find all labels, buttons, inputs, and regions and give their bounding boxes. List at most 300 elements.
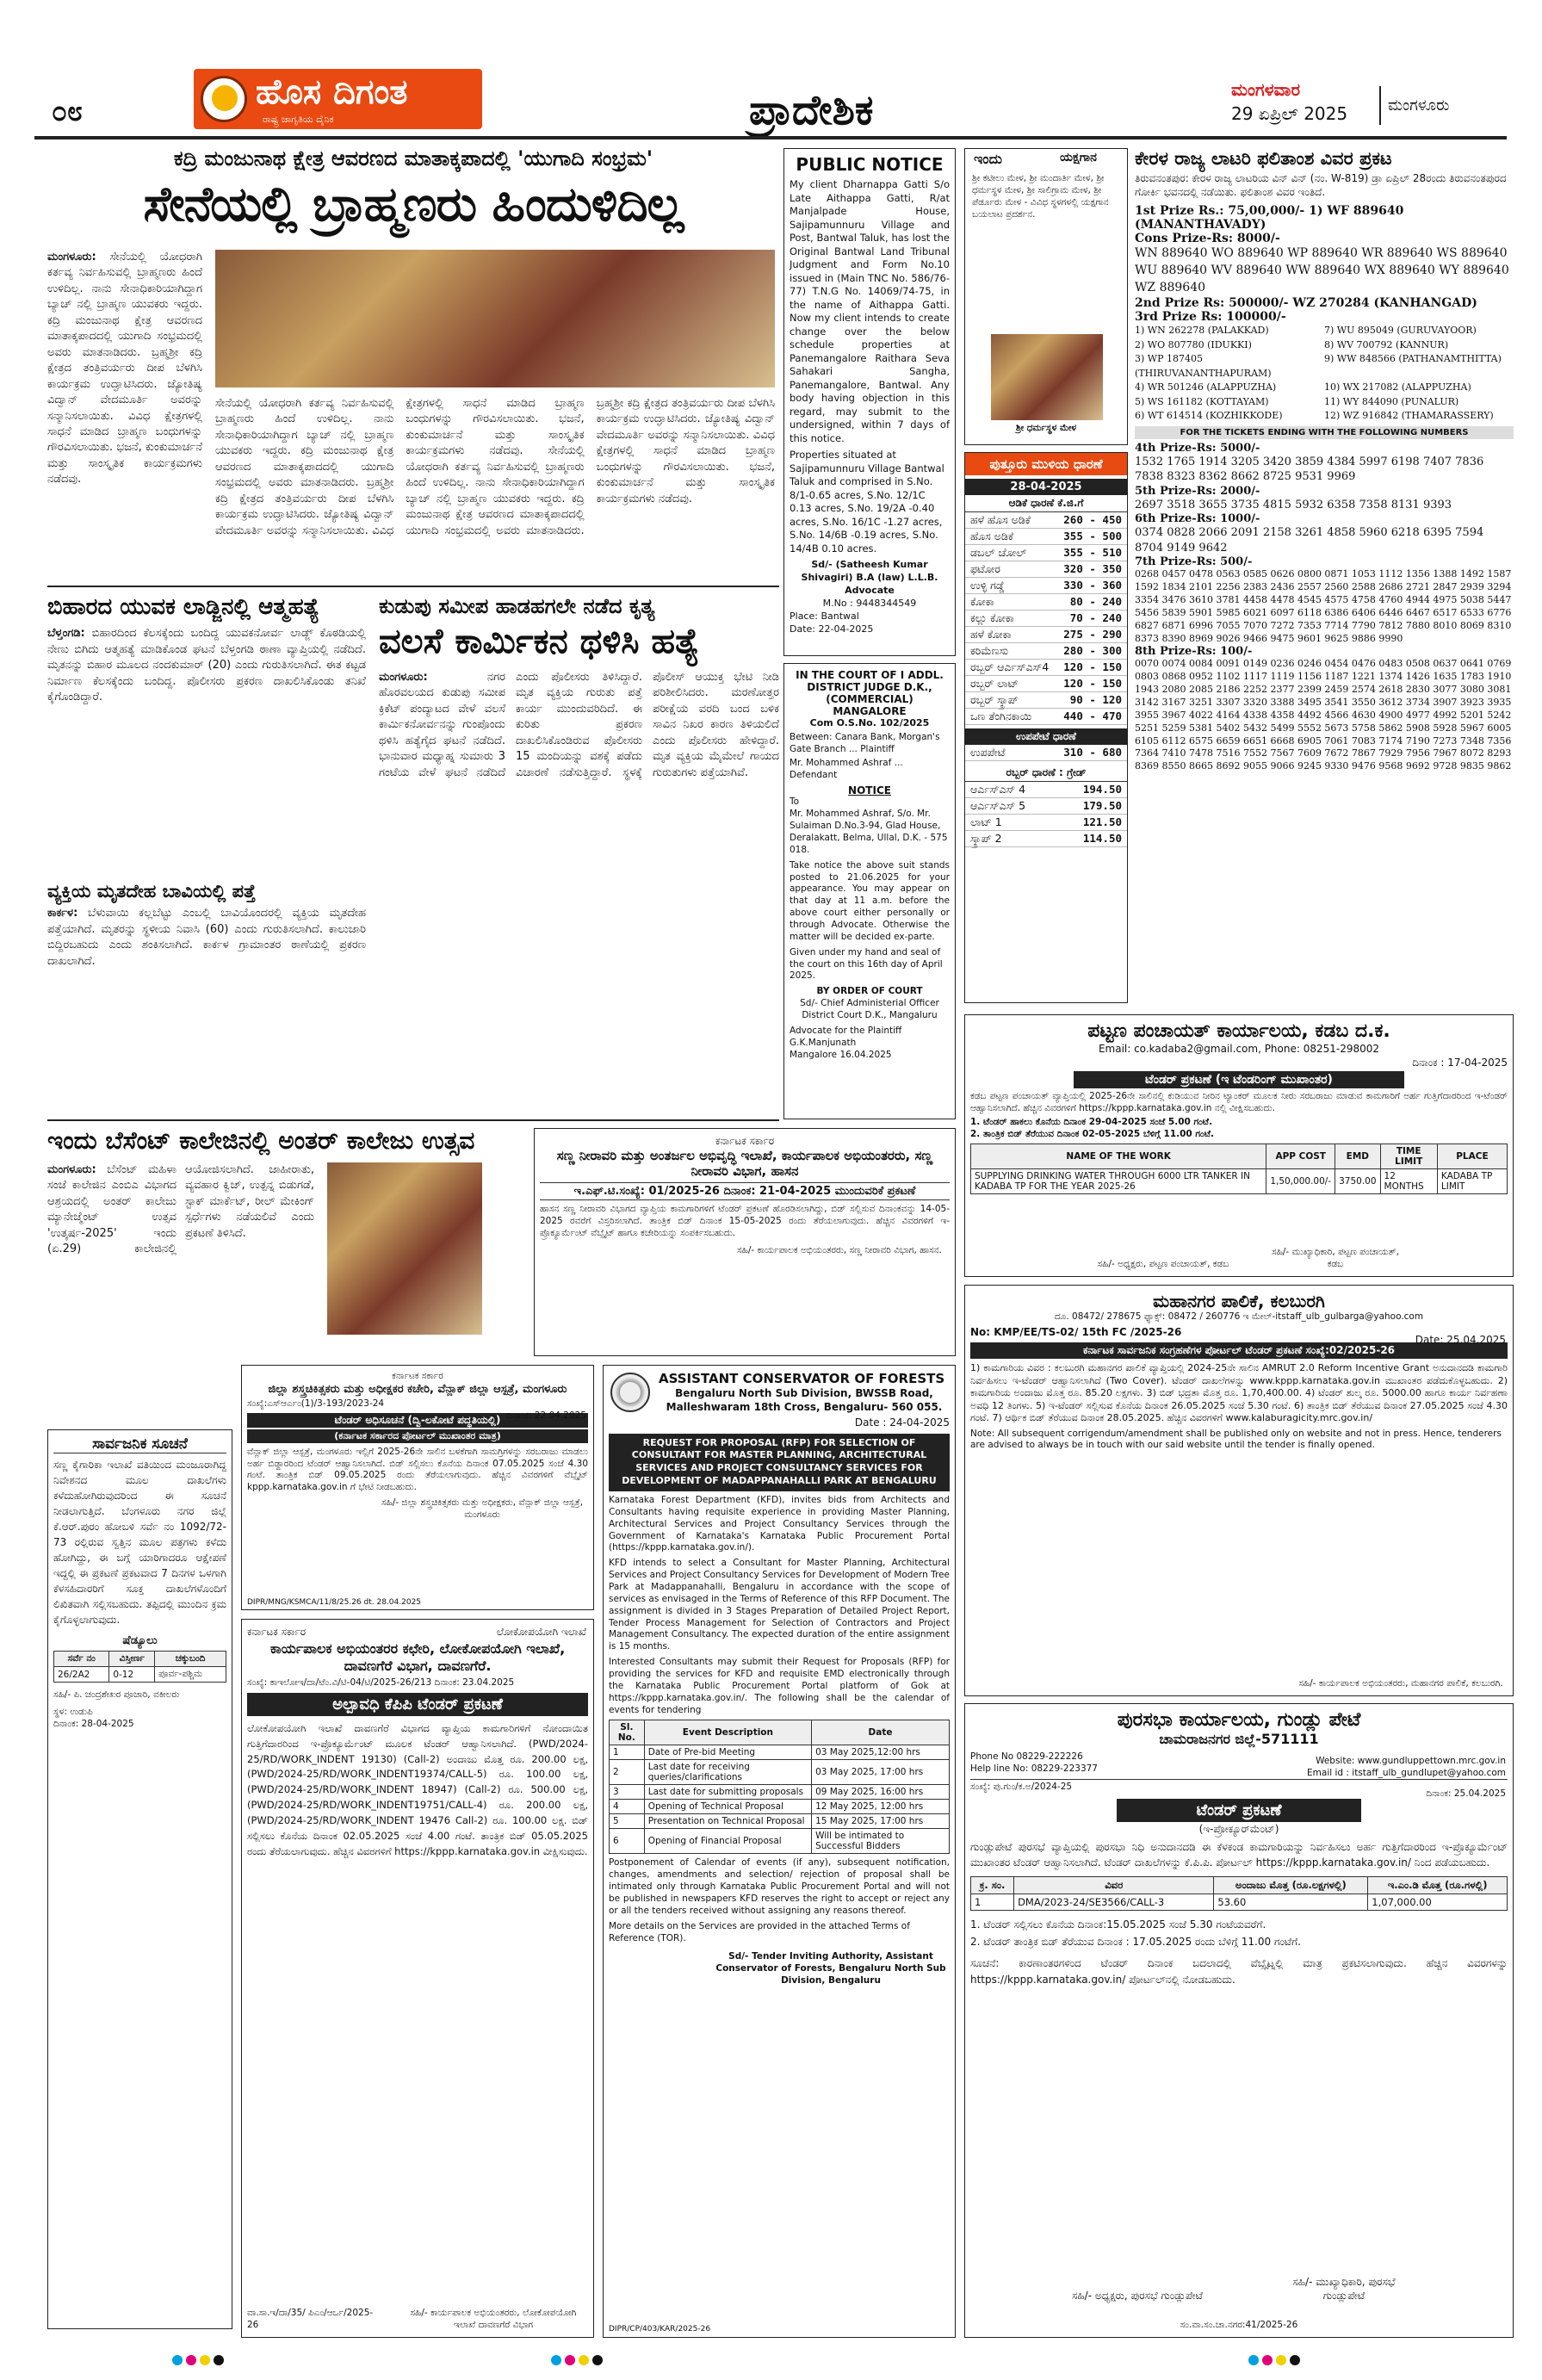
table-cell: ಪೂರ್ವ-ಪಶ್ಚಿಮ (155, 1667, 226, 1683)
davanagere-gov2: ಲೋಕೋಪಯೋಗಿ ಇಲಾಖೆ (496, 1626, 586, 1638)
table-cell: 12 MONTHS (1380, 1168, 1437, 1193)
gundlupet-email: Email id : itstaff_ulb_gundlupet@yahoo.com (1307, 1768, 1506, 1778)
market-item-name: ಹಳೆ ಕೋಕಾ (970, 628, 1012, 641)
table-cell: 15 May 2025, 17:00 hrs (812, 1814, 950, 1829)
wenlock-sub2: (ಕರ್ನಾಟಕ ಸರ್ಕಾರದ ಪೋರ್ಟಲ್ ಮುಖಾಂತರ ಮಾತ್ರ) (247, 1429, 588, 1443)
market-item-price: 320 - 350 (1063, 562, 1122, 575)
kudupu-body: ನಗರ ಹೊರವಲಯದ ಕುಡುಪು ಸಮೀಪ ಕ್ರಿಕೆಟ್ ಪಂದ್ಯಾಟದ ವೇಳೆ ವಲಸೆ ಕಾರ್ಮಿಕನೋರ್ವನನ್ನು ಗುಂಪೊಂದು ಥಳಿಸಿ ಹತ್ಯೆಗೈದ ಘಟನೆ ನಡೆದಿದೆ. ಭಾನುವಾರ ಮಧ್ಯಾಹ್ನ ಸುಮಾರು 3 ಗಂಟೆಯ ವೇಳೆ ಘಟನೆ ನಡೆದಿದೆ ಎಂದು ಪೊಲೀಸರು ತಿಳಿಸಿದ್ದಾರೆ. ಮೃತ ವ್ಯಕ್ತಿಯ ಗುರುತು ಪತ್ತೆ ಕಾರ್ಯ ಮುಂದುವರಿದಿದೆ. ಈ ಕುರಿತು ಪ್ರಕರಣ ದಾಖಲಿಸಿಕೊಂಡಿರುವ ಪೊಲೀಸರು 15 ಮಂದಿಯನ್ನು ವಶಕ್ಕೆ ಪಡೆದು ವಿಚಾರಣೆ ನಡೆಸುತ್ತಿದ್ದಾರೆ. ಸ್ಥಳಕ್ಕೆ ಪೊಲೀಸ್ ಆಯುಕ್ತ ಭೇಟಿ ನೀಡಿ ಪರಿಶೀಲಿಸಿದರು. ಮರಣೋತ್ತರ ಪರೀಕ್ಷೆಯ ವರದಿ ಬಂದ ಬಳಿಕ ಸಾವಿನ ನಿಖರ ಕಾರಣ ತಿಳಿಯಲಿದೆ ಎಂದು ಪೊಲೀಸರು ಹೇಳಿದ್ದಾರೆ. ಮೃತ ವ್ಯಕ್ತಿಯ ಮೈಮೇಲೆ ಗಾಯದ ಗುರುತುಗಳು ಪತ್ತೆಯಾಗಿವೆ. (379, 671, 779, 779)
kadaba-d2: 2. ತಾಂತ್ರಿಕ ಬಿಡ್ ತೆರೆಯುವ ದಿನಾಂಕ 02-05-2025 ಬೆಳಿಗ್ಗೆ 11.00 ಗಂಟೆ. (970, 1128, 1214, 1139)
kalaburagi-notice (964, 1285, 1514, 1696)
kalaburagi-note: Note: All subsequent corrigendum/amendment shall be published only on website and not in press. Hence, tenderers are advised to always be in touch with our said website until the tender is finally opened. (970, 1428, 1502, 1451)
gundlupet-sign-2: ಸಹಿ/- ಮುಖ್ಯಾಧಿಕಾರಿ, ಪುರಸಭೆ ಗುಂಡ್ಲುಪೇಟೆ (1292, 2275, 1396, 2302)
forest-p5: More details on the Services are provided in the attached Terms of Reference (TOR). (609, 1920, 910, 1943)
besant-headline: ಇಂದು ಬೆಸೆಂಟ್ ಕಾಲೇಜಿನಲ್ಲಿ ಅಂತರ್ ಕಾಲೇಜು ಉತ್ಸವ (47, 1126, 475, 1155)
court-order: BY ORDER OF COURT (816, 986, 923, 997)
kadaba-sign-1: ಸಹಿ/- ಅಧ್ಯಕ್ಷರು, ಪಟ್ಟಣ ಪಂಚಾಯತ್, ಕಡಬ (1097, 1259, 1229, 1270)
market-row (965, 676, 1127, 692)
lottery-sixth-list: 0374 0828 2066 2091 2158 3261 4858 5960 6218 6395 7594 8704 9149 9642 (1135, 526, 1484, 555)
market-row (965, 798, 1127, 815)
lottery (1135, 148, 1514, 1009)
lottery-note: FOR THE TICKETS ENDING WITH THE FOLLOWING NUMBERS (1135, 426, 1514, 439)
public-info-title: ಸಾರ್ವಜನಿಕ ಸೂಚನೆ (53, 1435, 226, 1453)
lottery-third-item: 11) WY 844090 (PUNALUR) (1324, 395, 1459, 407)
court-title: IN THE COURT OF I ADDL. DISTRICT JUDGE D.K., (COMMERCIAL) MANGALORE (796, 669, 944, 717)
lead-kicker: ಕದ್ರಿ ಮಂಜುನಾಥ ಕ್ಷೇತ್ರ ಆವರಣದ ಮಾತಾಕ್ಕಪಾದಲ್ಲಿ 'ಯುಗಾದಿ ಸಂಭ್ರಮ' (173, 146, 653, 170)
market-item-name: ಕಲ್ಲು ಕೋಕಾ (970, 611, 1014, 624)
lead-body: ಸೇನೆಯಲ್ಲಿ ಯೋಧರಾಗಿ ಕರ್ತವ್ಯ ನಿರ್ವಹಿಸುವಲ್ಲಿ ಬ್ರಾಹ್ಮಣರು ಹಿಂದೆ ಉಳಿದಿಲ್ಲ. ನಾನು ಸೇನಾಧಿಕಾರಿಯಾಗಿದ್ದಾಗ ಬ್ಯಾಚ್ ನಲ್ಲಿ ಬ್ರಾಹ್ಮಣ ಯುವಕರು ಇದ್ದರು. ಕದ್ರಿ ಮಂಜುನಾಥ ಕ್ಷೇತ್ರ ಆವರಣದ ಮಾತಾಕ್ಕಪಾದದಲ್ಲಿ ಯುಗಾದಿ ಸಂಭ್ರಮದಲ್ಲಿ ಅವರು ಮಾತನಾಡಿದರು. ಬ್ರಹ್ಮಶ್ರೀ ಕದ್ರಿ ಕ್ಷೇತ್ರದ ತಂತ್ರಿವರ್ಯರು ದೀಪ ಬೆಳಗಿಸಿ ಕಾರ್ಯಕ್ರಮ ಉದ್ಘಾಟಿಸಿದರು. ಜ್ಯೋತಿಷ್ಯ ವಿದ್ವಾನ್ ವೇದಮೂರ್ತಿ ಅವರನ್ನು ಸನ್ಮಾನಿಸಲಾಯಿತು. ವಿವಿಧ ಕ್ಷೇತ್ರಗಳಲ್ಲಿ ಸಾಧನೆ ಮಾಡಿದ ಬ್ರಾಹ್ಮಣ ಬಂಧುಗಳನ್ನು ಗೌರವಿಸಲಾಯಿತು. ಭಜನೆ, ಕುಂಕುಮಾರ್ಚನೆ ಮತ್ತು ಸಾಂಸ್ಕೃತಿಕ ಕಾರ್ಯಕ್ರಮಗಳು ನಡೆದವು. (47, 251, 202, 487)
section-title: ಪ್ರಾದೇಶಿಕ (749, 86, 874, 134)
market-item-price: 355 - 510 (1063, 546, 1122, 559)
reg-dot (172, 2355, 183, 2365)
market-item-price: 260 - 450 (1063, 513, 1122, 526)
wenlock-sub: ಟೆಂಡರ್ ಅಧಿಸೂಚನೆ (ದ್ವಿ-ಲಕೋಟೆ ಪದ್ಧತಿಯಲ್ಲಿ) (247, 1413, 588, 1428)
table-row (610, 1745, 950, 1760)
forest-sign: Sd/- Tender Inviting Authority, Assistant Conservator of Forests, Bengaluru North Sub Division, Bengaluru (715, 1951, 946, 1986)
davanagere-sign: ಸಹಿ/- ಕಾರ್ಯಪಾಲಕ ಅಭಿಯಂತರರು, ಲೋಕೋಪಯೋಗಿ ಇಲಾಖೆ ದಾವಣಗೆರೆ ವಿಭಾಗ (410, 2308, 577, 2331)
lottery-fifth: 5th Prize-Rs: 2000/- (1135, 484, 1260, 498)
public-notice-mobile: M.No : 9448344549 (822, 597, 917, 609)
table-header-cell: ಚಕ್ಕುಬಂದಿ (155, 1652, 226, 1667)
table-row (610, 1800, 950, 1814)
mid-rule (47, 1119, 779, 1121)
gundlupet-d1: 1. ಟೆಂಡರ್ ಸಲ್ಲಿಸಲು ಕೊನೆಯ ದಿನಾಂಕ:15.05.2025 ಸಂಜೆ 5.30 ಗಂಟೆಯವರೆಗೆ. (970, 1918, 1266, 1931)
forest-p3: Interested Consultants may submit their Request for Proposals (RFP) for providing the services for KFD and requisite EMD electronically through the Karnataka Public Procurement Portal platform of Gok at https://kppp.karnataka.gov.in/. The following shall be the calendar of events for tendering (609, 1657, 950, 1715)
forest-p4: Postponement of Calendar of events (if any), subsequent notification, changes, amendments and selection/ rejection of proposal shall be intimated only through Karnataka Public Procurement Portal and will not be published in newspapers KFD reserves the right to accept or reject any or all the tenders received without assigning any reasons thereof. (609, 1857, 950, 1916)
table-cell: 1,07,000.00 (1368, 1893, 1508, 1910)
lead-photo (215, 250, 775, 387)
hassan-title: ಸಣ್ಣ ನೀರಾವರಿ ಮತ್ತು ಅಂತರ್ಜಲ ಅಭಿವೃದ್ಧಿ ಇಲಾಖೆ, ಕಾರ್ಯಪಾಲಕ ಅಭಿಯಂತರರು, ಸಣ್ಣ ನೀರಾವರಿ ವಿಭಾಗ, ಹಾಸನ (556, 1148, 933, 1180)
market-item-price: 179.50 (1082, 799, 1122, 812)
lottery-third-item: 1) WN 262278 (PALAKKAD) (1135, 325, 1269, 337)
public-info-sub: ಷೆಡ್ಯೂಲು (122, 1634, 158, 1647)
public-info-table (53, 1651, 226, 1683)
market-item-name: ಉಪಪೇಟೆ (970, 746, 1006, 759)
lottery-title: ಕೇರಳ ರಾಜ್ಯ ಲಾಟರಿ ಫಲಿತಾಂಶ ವಿವರ ಪ್ರಕಟ (1135, 148, 1392, 169)
lottery-third-item: 12) WZ 916842 (THAMARASSERY) (1324, 410, 1494, 422)
table-cell: 1 (971, 1893, 1014, 1910)
table-cell: 09 May 2025, 16:00 hrs (812, 1785, 950, 1800)
masthead-date: 29 ಏಪ್ರಿಲ್ 2025 (1231, 103, 1348, 124)
forest-addr: Bengaluru North Sub Division, BWSSB Road, Malleshwaram 18th Cross, Bengaluru- 560 055. (666, 1387, 943, 1414)
reg-dot (200, 2355, 210, 2365)
table-cell: Date of Pre-bid Meeting (644, 1745, 811, 1760)
gundlupet-district: ಚಾಮರಾಜನಗರ ಜಿಲ್ಲೆ-571111 (1159, 1731, 1319, 1747)
well-headline: ವ್ಯಕ್ತಿಯ ಮೃತದೇಹ ಬಾವಿಯಲ್ಲಿ ಪತ್ತೆ (47, 881, 256, 902)
table-cell: 03 May 2025, 17:00 hrs (812, 1760, 950, 1785)
forest-p2: KFD intends to select a Consultant for Master Planning, Architectural Services and Project Consultancy Services for Development of Modern Tree Park at Madappanahalli, Bengaluru in accordance with the scope of services as envisaged in the Terms of Reference of this RFP Document. The assignment is divided in 3 Stages Preparation of Detailed Project Report, Tender Process Management for Selection of Contractors and Project Management Consultancy. The expected duration of the entire assignment is 15 months. (609, 1558, 950, 1652)
public-notice-schedule: Properties situated at Sajipamunnuru Village Bantwal Taluk and comprised in S.No. 8/1-0.65 acres, S.No. 12/1C 0.13 acres, S.No. 19/2A -0.40 acres, S.No. 16/1C -1.27 acres, S.No. 14/6B -0.19 acres, S.No. 14/4B 0.10 acres. (790, 449, 944, 555)
lottery-fourth-list: 1532 1765 1914 3205 3420 3859 4384 5997 6198 7407 7836 7838 8323 8362 8662 8725 9531 9969 (1135, 455, 1484, 484)
market-item-name: ಫಟೋರ (970, 562, 1000, 575)
table-cell: SUPPLYING DRINKING WATER THROUGH 6000 LTR TANKER IN KADABA TP FOR THE YEAR 2025-26 (971, 1168, 1266, 1193)
court-notice (783, 663, 956, 1119)
gundlupet-footer: ಸಂ.ವಾ.ಸಂ.ಚಾ.ನಗರ:41/2025-26 (1180, 2320, 1298, 2331)
reg-dot (214, 2355, 224, 2365)
besant-body: ಬೆಸೆಂಟ್ ಮಹಿಳಾ ಸಂಜೆ ಕಾಲೇಜಿನ ಎಂಬಿಎ ವಿಭಾಗದ ಆಶ್ರಯದಲ್ಲಿ ಅಂತರ್ ಕಾಲೇಜು ಮ್ಯಾನೇಜ್ಮೆಂಟ್ ಉತ್ಸವ 'ಉತ್ಕರ್ಷ-2025' ಇಂದು (ಏ.29) ಕಾಲೇಜಿನಲ್ಲಿ ಆಯೋಜಿಸಲಾಗಿದೆ. ಜಾಹೀರಾತು, ವ್ಯವಹಾರ ಕ್ವಿಜ್, ಉತ್ಪನ್ನ ಬಿಡುಗಡೆ, ಸ್ಟಾಕ್ ಮಾರ್ಕೆಟ್, ರೀಲ್ ಮೇಕಿಂಗ್ ಸ್ಪರ್ಧೆಗಳು ನಡೆಯಲಿವೆ ಎಂದು ಪ್ರಕಟಣೆ ತಿಳಿಸಿದೆ. (47, 1163, 314, 1256)
masthead-rule (34, 136, 1507, 139)
gundlupet-sign-1: ಸಹಿ/- ಅಧ್ಯಕ್ಷರು, ಪುರಸಭೆ ಗುಂಡ್ಲುಪೇಟೆ (1072, 2289, 1203, 2302)
kudupu-text (379, 670, 779, 1075)
kadaba-body: ಕಡಬ ಪಟ್ಟಣ ಪಂಚಾಯತ್ ವ್ಯಾಪ್ತಿಯಲ್ಲಿ 2025-26ನೇ ಸಾಲಿನಲ್ಲಿ ಕುಡಿಯುವ ನೀರಿನ ಟ್ಯಾಂಕರ್ ಮೂಲಕ ನೀರು ಸರಬರಾಜು ಮಾಡುವ ಕಾಮಗಾರಿಗೆ ಅರ್ಹ ಗುತ್ತಿಗೆದಾರರಿಂದ ಇ-ಟೆಂಡರ್ ಆಹ್ವಾನಿಸಲಾಗಿದೆ. ಹೆಚ್ಚಿನ ವಿವರಗಳಿಗೆ https://kppp.karnataka.gov.in ನಲ್ಲಿ ವೀಕ್ಷಿಸಬಹುದು. (970, 1091, 1508, 1114)
reg-dot (551, 2355, 561, 2365)
kadaba-table (970, 1144, 1508, 1194)
public-notice-date: Date: 22-04-2025 (790, 623, 874, 635)
davanagere-title: ಕಾರ್ಯಪಾಲಕ ಅಭಿಯಂತರರ ಕಛೇರಿ, ಲೋಕೋಪಯೋಗಿ ಇಲಾಖೆ, ದಾವಣಗೆರೆ ವಿಭಾಗ, ದಾವಣಗೆರೆ. (269, 1640, 566, 1675)
table-row (610, 1829, 950, 1854)
bihar-body: ಬಿಹಾರದಿಂದ ಕೆಲಸಕ್ಕೆಂದು ಬಂದಿದ್ದ ಯುವಕನೋರ್ವ ಲಾಡ್ಜ್ ಕೊಠಡಿಯಲ್ಲಿ ನೇಣು ಬಿಗಿದು ಆತ್ಮಹತ್ಯೆ ಮಾಡಿಕೊಂಡ ಘಟನೆ ಬೆಳ್ತಂಗಡಿ ಠಾಣಾ ವ್ಯಾಪ್ತಿಯಲ್ಲಿ ನಡೆದಿದೆ. ಮೃತನನ್ನು ಬಿಹಾರ ಮೂಲದ ನಂದಕುಮಾರ್ (20) ಎಂದು ಗುರುತಿಸಲಾಗಿದೆ. ಈತ ಕಟ್ಟಡ ನಿರ್ಮಾಣ ಕೆಲಸಕ್ಕೆಂದು ಬಂದಿದ್ದ. ಪೊಲೀಸರು ಪ್ರಕರಣ ದಾಖಲಿಸಿಕೊಂಡು ತನಿಖೆ ಕೈಗೊಂಡಿದ್ದಾರೆ. (47, 627, 366, 703)
table-cell: KADABA TP LIMIT (1437, 1168, 1507, 1193)
gundlupet-no: ಸಂಖ್ಯೆ: ಪು.ಗುಂ/ಕ.ಅ/2024-25 (970, 1781, 1073, 1792)
market-item-name: ಹಳೆ ಹೊಸ ಅಡಿಕೆ (970, 513, 1031, 526)
market-item-name: ಆರ್ಎಸ್ಎಸ್ 5 (970, 799, 1026, 812)
kalaburagi-date: Date: 25.04.2025 (1415, 1334, 1506, 1346)
market-item-price: 194.50 (1082, 783, 1122, 796)
market-row (965, 627, 1127, 643)
kadaba-email: Email: co.kadaba2@gmail.com, Phone: 08251-298002 (1098, 1043, 1380, 1055)
market-item-name: ಕೋಕಾ (970, 595, 994, 608)
davanagere-body: ಲೋಕೋಪಯೋಗಿ ಇಲಾಖೆ ದಾವಣಗೆರೆ ವಿಭಾಗದ ವ್ಯಾಪ್ತಿಯ ಕಾಮಗಾರಿಗಳಿಗೆ ನೋಂದಾಯಿತ ಗುತ್ತಿಗೆದಾರರಿಂದ ಇ-ಪ್ರೊಕ್ಯೂರ್ಮೆಂಟ್ ಮೂಲಕ ಟೆಂಡರ್ ಆಹ್ವಾನಿಸಲಾಗಿದೆ. (PWD/2024-25/RD/WORK_INDENT 19130) (Call-2) ಅಂದಾಜು ಮೊತ್ತ ರೂ. 200.00 ಲಕ್ಷ, (PWD/2024-25/RD/WORK_INDENT19374/CALL-5) ರೂ. 100.00 ಲಕ್ಷ, (PWD/2024-25/RD/WORK_INDENT 18947) (Call-2) ರೂ. 500.00 ಲಕ್ಷ, (PWD/2024-25/RD/WORK_INDENT19751/CALL-4) ರೂ. 200.00 ಲಕ್ಷ, (PWD/2024-25/RD/WORK_INDENT 19476 Call-2) ರೂ. 100.00 ಲಕ್ಷ. ಬಿಡ್ ಸಲ್ಲಿಸಲು ಕೊನೆಯ ದಿನಾಂಕ 02.05.2025 ಸಂಜೆ 4.00 ಗಂಟೆ. ತಾಂತ್ರಿಕ ಬಿಡ್ 05.05.2025 ರಂದು ತೆರೆಯಲಾಗುವುದು. ಹೆಚ್ಚಿನ ವಿವರಗಳಿಗೆ https://kppp.karnataka.gov.in ವೀಕ್ಷಿಸುವುದು. (247, 1722, 588, 1857)
table-header-cell: ಇ.ಎಂ.ಡಿ ಮೊತ್ತ (ರೂ.ಗಳಲ್ಲಿ) (1368, 1876, 1508, 1893)
court-to: To (790, 796, 800, 808)
gundlupet-table (970, 1876, 1508, 1911)
market-item-price: 355 - 500 (1063, 530, 1122, 542)
market-item-price: 440 - 470 (1063, 710, 1122, 722)
court-defendant: Mr. Mohammed Ashraf ... Defendant (790, 757, 903, 780)
market-item-price: 330 - 360 (1063, 579, 1122, 592)
court-advocate: Advocate for the Plaintiff G.K.Manjunath (790, 1025, 902, 1048)
table-cell: 6 (610, 1829, 645, 1854)
lottery-eighth: 8th Prize-Rs: 100/- (1135, 645, 1253, 659)
table-row (54, 1667, 226, 1683)
indu-subtitle: ಯಕ್ಷಗಾನ (1060, 151, 1097, 164)
gundlupet-body: ಗುಂಡ್ಲುಪೇಟೆ ಪುರಸಭೆ ವ್ಯಾಪ್ತಿಯಲ್ಲಿ ಪುರಸಭಾ ನಿಧಿ ಅನುದಾನದಡಿ ಈ ಕೆಳಕಂಡ ಕಾಮಗಾರಿಯನ್ನು ನಿರ್ವಹಿಸಲು ಅರ್ಹ ಗುತ್ತಿಗೆದಾರರಿಂದ ಇ-ಪ್ರೊಕ್ಯೂರ್ಮೆಂಟ್ ಮುಖಾಂತರ ಟೆಂಡರ್ ಆಹ್ವಾನಿಸಲಾಗಿದೆ. ಟೆಂಡರ್ ದಾಖಲೆಗಳನ್ನು ಕೆ.ಪಿ.ಪಿ. ಪೋರ್ಟಲ್ https://kppp.karnataka.gov.in/ ನಿಂದ ಪಡೆಯಬಹುದು. (970, 1840, 1508, 1869)
gundlupet-notice (964, 1703, 1514, 2338)
lottery-sixth: 6th Prize-Rs: 1000/- (1135, 512, 1260, 526)
market-sub: ಆಡಿಕೆ ಧಾರಣೆ ಕೆ.ಜಿ.ಗೆ (965, 495, 1127, 512)
court-between: Between: Canara Bank, Morgan's Gate Branch ... Plaintiff (790, 732, 940, 754)
gundlupet-sub2: (ಇ-ಪ್ರೋಕ್ಯೂರ್‌ಮೆಂಟ್) (1198, 1822, 1279, 1835)
kalaburagi-body: 1) ಕಾಮಗಾರಿಯ ವಿವರ : ಕಲಬುರಗಿ ಮಹಾನಗರ ಪಾಲಿಕೆ ವ್ಯಾಪ್ತಿಯಲ್ಲಿ 2024-25ನೇ ಸಾಲಿನ AMRUT 2.0 Reform Incentive Grant ಅನುದಾನದಡಿ ಕಾಮಗಾರಿ ನಿರ್ವಹಿಸಲು ಇ-ಟೆಂಡರ್ ಆಹ್ವಾನಿಸಲಾಗಿದೆ (Two Cover). ಟೆಂಡರ್ ದಾಖಲೆಗಳನ್ನು www.kppp.karnataka.gov.in ಮುಖಾಂತರ ಪಡೆದುಕೊಳ್ಳಬಹುದು. 2) ಕಾಮಗಾರಿಯ ಅಂದಾಜು ಮೊತ್ತ ರೂ. 85.20 ಲಕ್ಷಗಳು. 3) ಬಿಡ್ ಭದ್ರತಾ ಮೊತ್ತ ರೂ. 1,70,400.00. 4) ಟೆಂಡರ್ ಶುಲ್ಕ ರೂ. 5000.00 ಹಾಗೂ ಕಾರ್ಯ ನಿರ್ವಹಣಾ ಅವಧಿ 12 ತಿಂಗಳು. 5) ಇ-ಟೆಂಡರ್ ಸಲ್ಲಿಸುವ ಕೊನೆಯ ದಿನಾಂಕ 26.05.2025 ಸಂಜೆ 5.30 ಗಂಟೆ. 6) ತಾಂತ್ರಿಕ ಬಿಡ್ ತೆರೆಯುವ ದಿನಾಂಕ 27.05.2025 ಸಂಜೆ 4.30 ಗಂಟೆ. 7) ಆರ್ಥಿಕ ಬಿಡ್ ತೆರೆಯುವ ದಿನಾಂಕ 28.05.2025. ಹೆಚ್ಚಿನ ವಿವರಗಳಿಗೆ www.kalaburagicity.mrc.gov.in/ (970, 1362, 1508, 1424)
table-cell: Opening of Technical Proposal (644, 1800, 811, 1814)
lottery-third-item: 10) WX 217082 (ALAPPUZHA) (1324, 381, 1471, 394)
table-header-cell: Event Description (644, 1720, 811, 1745)
reg-dot (1290, 2355, 1300, 2365)
table-cell: Last date for submitting proposals (644, 1785, 811, 1800)
market-item-name: ಒಣ ತೆಂಗಿನಕಾಯಿ (970, 710, 1032, 722)
masthead (0, 0, 1542, 146)
market-row (965, 610, 1127, 627)
court-address: Mr. Mohammed Ashraf, S/o. Mr. Sulaiman D.No.3-94, Glad House, Deralakatt, Belma, Ullal, D.K. - 575 018. (790, 809, 948, 855)
reg-dot (186, 2355, 196, 2365)
lottery-fourth: 4th Prize-Rs: 5000/- (1135, 441, 1260, 455)
market-date: 28-04-2025 (965, 479, 1127, 495)
market-row (965, 815, 1127, 831)
table-cell: 5 (610, 1814, 645, 1829)
market-item-price: 120 - 150 (1063, 660, 1122, 673)
market-item-name: ಡಬಲ್ ಚೋಲ್ (970, 546, 1027, 559)
table-header-cell: ಕ್ರ. ಸಂ. (971, 1876, 1014, 1893)
public-notice-place: Place: Bantwal (790, 610, 859, 622)
kalaburagi-sign: ಸಹಿ/- ಕಾರ್ಯಪಾಲಕ ಅಭಿಯಂತರರು, ಮಹಾನಗರ ಪಾಲಿಕೆ, ಕಲಬುರಗಿ. (1298, 1678, 1503, 1689)
lead-bottom-rule (47, 586, 779, 587)
gundlupet-sub: ಟೆಂಡರ್ ಪ್ರಕಟಣೆ (1117, 1799, 1361, 1822)
lottery-third-list (1135, 324, 1514, 424)
indu-title: ಇಂದು (974, 151, 1002, 167)
market-sub2: ಉಪಪೇಟೆ ಧಾರಣೆ (965, 728, 1127, 745)
forest-notice (603, 1365, 956, 2338)
public-info-sign: ಸಹಿ/- ಪಿ. ಚಂದ್ರಶೇಖರ ಪೂಜಾರಿ, ವಕೀಲರು (53, 1689, 180, 1700)
forest-title: ASSISTANT CONSERVATOR OF FORESTS (659, 1371, 945, 1386)
davanagere-footer: ವಾ.ಸಾ.ಇ/ದಾ/35/ ಪಿಎಂ/ಆರ್ಒ/2025-26 (247, 2308, 374, 2331)
lottery-third-item: 6) WT 614514 (KOZHIKKODE) (1135, 410, 1283, 422)
masthead-city: ಮಂಗಳೂರು (1388, 96, 1450, 115)
hassan-ref: ಇ.ಎಫ್.ಟಿ.ಸಂಖ್ಯೆ: 01/2025-26 ದಿನಾಂಕ: 21-04-2025 ಮುಂದುವರಿಕೆ ಪ್ರಕಟಣೆ (540, 1182, 950, 1200)
lottery-seventh-list: 0268 0457 0478 0563 0585 0626 0800 0871 1053 1112 1356 1388 1492 1587 1592 1834 2101 2256 2383 2436 2557 2560 2588 2686 2721 2847 2939 3294 3354 3476 3610 3781 4458 4478 4545 4575 4758 4760 4944 4975 5038 5447 5456 5839 5901 5985 6021 6097 6118 6386 6406 6446 6467 6517 6533 6776 6827 6871 6996 7055 7070 7272 7353 7714 7790 7812 7880 8010 8069 8310 8373 8390 8969 9026 9466 9475 9601 9625 9886 9990 (1135, 568, 1512, 644)
table-cell: 53.60 (1214, 1893, 1368, 1910)
court-date: Mangalore 16.04.2025 (790, 1049, 892, 1060)
market-item-price: 120 - 150 (1063, 677, 1122, 690)
forest-date: Date : 24-04-2025 (854, 1416, 950, 1429)
kadaba-date: ದಿನಾಂಕ : 17-04-2025 (1412, 1057, 1508, 1069)
market-item-price: 310 - 680 (1063, 746, 1122, 759)
kadaba-title: ಪಟ್ಟಣ ಪಂಚಾಯತ್ ಕಾರ್ಯಾಲಯ, ಕಡಬ ದ.ಕ. (1087, 1020, 1390, 1042)
gundlupet-note: ಸೂಚನೆ: ಕಾರಣಾಂತರಗಳಿಂದ ಟೆಂಡರ್ ದಿನಾಂಕ ಬದಲಾದಲ್ಲಿ ವೆಬ್ಸೈಟ್ನಲ್ಲಿ ಮಾತ್ರ ಪ್ರಕಟಿಸಲಾಗುವುದು. ಹೆಚ್ಚಿನ ವಿವರಗಳನ್ನು https://kppp.karnataka.gov.in/ ಪೋರ್ಟಲ್‌ನಲ್ಲಿ ನೋಡಬಹುದು. (970, 1957, 1508, 1986)
market-item-name: ಹೊಸ ಅಡಿಕೆ (970, 530, 1013, 542)
table-header-cell: APP COST (1266, 1144, 1335, 1168)
lottery-third-item: 5) WS 161182 (KOTTAYAM) (1135, 395, 1269, 407)
market-header: ಪುತ್ತೂರು ಮುಳಿಯ ಧಾರಣೆ (965, 453, 1127, 475)
lead-body-cont: ಸೇನೆಯಲ್ಲಿ ಯೋಧರಾಗಿ ಕರ್ತವ್ಯ ನಿರ್ವಹಿಸುವಲ್ಲಿ ಬ್ರಾಹ್ಮಣರು ಹಿಂದೆ ಉಳಿದಿಲ್ಲ. ನಾನು ಸೇನಾಧಿಕಾರಿಯಾಗಿದ್ದಾಗ ಬ್ಯಾಚ್ ನಲ್ಲಿ ಬ್ರಾಹ್ಮಣ ಯುವಕರು ಇದ್ದರು. ಕದ್ರಿ ಮಂಜುನಾಥ ಕ್ಷೇತ್ರ ಆವರಣದ ಮಾತಾಕ್ಕಪಾದದಲ್ಲಿ ಯುಗಾದಿ ಸಂಭ್ರಮದಲ್ಲಿ ಅವರು ಮಾತನಾಡಿದರು. ಬ್ರಹ್ಮಶ್ರೀ ಕದ್ರಿ ಕ್ಷೇತ್ರದ ತಂತ್ರಿವರ್ಯರು ದೀಪ ಬೆಳಗಿಸಿ ಕಾರ್ಯಕ್ರಮ ಉದ್ಘಾಟಿಸಿದರು. ಜ್ಯೋತಿಷ್ಯ ವಿದ್ವಾನ್ ವೇದಮೂರ್ತಿ ಅವರನ್ನು ಸನ್ಮಾನಿಸಲಾಯಿತು. ವಿವಿಧ ಕ್ಷೇತ್ರಗಳಲ್ಲಿ ಸಾಧನೆ ಮಾಡಿದ ಬ್ರಾಹ್ಮಣ ಬಂಧುಗಳನ್ನು ಗೌರವಿಸಲಾಯಿತು. ಭಜನೆ, ಕುಂಕುಮಾರ್ಚನೆ ಮತ್ತು ಸಾಂಸ್ಕೃತಿಕ ಕಾರ್ಯಕ್ರಮಗಳು ನಡೆದವು. (215, 397, 585, 537)
market-item-price: 70 - 240 (1069, 611, 1122, 624)
market-sub3: ರಬ್ಬರ್ ಧಾರಣೆ : ಗ್ರೇಡ್ (965, 765, 1127, 782)
hassan-gov: ಕರ್ನಾಟಕ ಸರ್ಕಾರ (715, 1135, 775, 1147)
wenlock-title: ಜಿಲ್ಲಾ ಶಸ್ತ್ರಚಿಕಿತ್ಸಕರು ಮತ್ತು ಅಧೀಕ್ಷಕರ ಕಚೇರಿ, ವೆನ್ಲಾಕ್ ಜಿಲ್ಲಾ ಆಸ್ಪತ್ರೆ, ಮಂಗಳೂರು (268, 1382, 567, 1396)
market-item-price: 90 - 120 (1069, 693, 1122, 706)
logo-box (194, 69, 482, 129)
masthead-divider (1379, 86, 1381, 125)
market-row (965, 512, 1127, 529)
bihar-dateline: ಬೆಳ್ತಂಗಡಿ: (47, 627, 85, 641)
table-cell: 3750.00 (1335, 1168, 1380, 1193)
kudupu-dateline: ಮಂಗಳೂರು: (379, 671, 428, 684)
market-row (965, 831, 1127, 847)
table-cell: 12 May 2025, 12:00 hrs (812, 1800, 950, 1814)
lottery-eighth-list: 0070 0074 0084 0091 0149 0236 0246 0454 0476 0483 0508 0637 0641 0769 0803 0868 0952 1102 1117 1119 1156 1187 1221 1374 1426 1635 1783 1910 1943 2080 2085 2186 2252 2377 2399 2459 2574 2618 2830 3077 3080 3081 3142 3167 3251 3307 3320 3388 3495 3541 3550 3612 3734 3907 3923 3935 3955 3967 4022 4164 4338 4358 4492 4566 4630 4900 4977 4992 5201 5242 5251 5259 5381 5402 5432 5499 5552 5673 5758 5862 5908 5928 5967 6005 6105 6112 6575 6659 6651 6668 6905 7061 7083 7174 7190 7273 7348 7356 7364 7410 7478 7516 7552 7567 7609 7672 7867 7929 7956 7967 8072 8293 8369 8550 8665 8692 9055 9066 9245 9330 9476 9568 9692 9728 9835 9862 (1135, 658, 1512, 772)
market-item-name: ರಬ್ಬರ್ ಲಾಟ್ (970, 677, 1019, 690)
market-row (965, 660, 1127, 676)
well-body: ಬೆಳುವಾಯಿ ಕಲ್ಲಬೆಟ್ಟು ಎಂಬಲ್ಲಿ ಬಾವಿಯೊಂದರಲ್ಲಿ ವ್ಯಕ್ತಿಯ ಮೃತದೇಹ ಪತ್ತೆಯಾಗಿದೆ. ಮೃತರನ್ನು ಸ್ಥಳೀಯ ನಿವಾಸಿ (60) ಎಂದು ಗುರುತಿಸಲಾಗಿದೆ. ಕಾಲುಜಾರಿ ಬಿದ್ದಿರಬಹುದು ಎಂದು ಶಂಕಿಸಲಾಗಿದೆ. ಕಾರ್ಕಳ ಗ್ರಾಮಾಂತರ ಠಾಣೆಯಲ್ಲಿ ಪ್ರಕರಣ ದಾಖಲಾಗಿದೆ. (47, 907, 366, 968)
table-row (610, 1760, 950, 1785)
lottery-intro: ತಿರುವನಂತಪುರ: ಕೇರಳ ರಾಜ್ಯ ಲಾಟರಿಯ ವಿನ್ ವಿನ್ (ನಂ. W-819) ಡ್ರಾ ಏಪ್ರಿಲ್ 28ರಂದು ತಿರುವನಂತಪುರದ ಗೋರ್ಕಿ ಭವನದಲ್ಲಿ ನಡೆಯಿತು. ಫಲಿತಾಂಶ ವಿವರ ಇಂತಿದೆ. (1135, 172, 1507, 199)
market-row (965, 782, 1127, 798)
table-header-cell: ವಿವರ (1014, 1876, 1214, 1893)
reg-dot (565, 2355, 575, 2365)
reg-dot (1248, 2355, 1259, 2365)
gundlupet-web: Website: www.gundluppettown.mrc.gov.in (1316, 1756, 1506, 1766)
market-rows-3 (965, 782, 1127, 847)
logo-emblem-icon (201, 76, 247, 122)
market-rows-2 (965, 745, 1127, 761)
gundlupet-date: ದಿನಾಂಕ: 25.04.2025 (1426, 1788, 1506, 1799)
wenlock-body: ವೆನ್ಲಾಕ್ ಜಿಲ್ಲಾ ಆಸ್ಪತ್ರೆ, ಮಂಗಳೂರು ಇಲ್ಲಿಗೆ 2025-26ನೇ ಸಾಲಿನ ಬಳಕೆಗಾಗಿ ಸಾಮಗ್ರಿಗಳನ್ನು ಸರಬರಾಜು ಮಾಡಲು ಅರ್ಹ ಬಿಡ್ದಾರರಿಂದ ಟೆಂಡರ್ ಆಹ್ವಾನಿಸಲಾಗಿದೆ. ಬಿಡ್ ಸಲ್ಲಿಸಲು ಕೊನೆಯ ದಿನಾಂಕ 07.05.2025 ಸಂಜೆ 4.30 ಗಂಟೆ. ತಾಂತ್ರಿಕ ಬಿಡ್ 09.05.2025 ರಂದು ತೆರೆಯಲಾಗುವುದು. ಹೆಚ್ಚಿನ ವಿವರಗಳಿಗೆ ವೆಬ್ಸೈಟ್ kppp.karnataka.gov.in ಗೆ ಭೇಟಿ ನೀಡಬಹುದು. (247, 1446, 588, 1493)
reg-dot (592, 2355, 603, 2365)
table-cell: Will be intimated to Successful Bidders (812, 1829, 950, 1854)
davanagere-no: ಸಂಖ್ಯೆ: ಕಾಇಲೋಇ/ದಾ/ಟೆಂ.ವಿ/ಟಿ-04/ಟಿ/2025-26/213 ದಿನಾಂಕ: 23.04.2025 (247, 1677, 515, 1689)
kudupu-kicker: ಕುಡುಪು ಸಮೀಪ ಹಾಡಹಗಲೇ ನಡೆದ ಕೃತ್ಯ (379, 594, 655, 618)
court-officer: Sd/- Chief Administerial Officer District Court D.K., Mangaluru (800, 998, 939, 1021)
table-header-cell: Date (812, 1720, 950, 1745)
table-header-cell: EMD (1335, 1144, 1380, 1168)
hassan-notice (534, 1128, 956, 1356)
davanagere-notice (241, 1619, 594, 2338)
lead-col-1 (47, 250, 202, 577)
market-item-name: ಸ್ಕ್ರಾಪ್ 2 (970, 832, 1002, 845)
lottery-second: 2nd Prize Rs: 500000/- WZ 270284 (KANHANGAD) (1135, 296, 1477, 311)
table-header-cell: Sl. No. (610, 1720, 645, 1745)
davanagere-gov: ಕರ್ನಾಟಕ ಸರ್ಕಾರ (247, 1626, 307, 1638)
table-cell: 1,50,000.00/- (1266, 1168, 1335, 1193)
hassan-body: ಹಾಸನ ಸಣ್ಣ ನೀರಾವರಿ ವಿಭಾಗದ ವ್ಯಾಪ್ತಿಯ ಕಾಮಗಾರಿಗಳಿಗೆ ಟೆಂಡರ್ ಪ್ರಕಟಣೆ ಹೊರಡಿಸಲಾಗಿದ್ದು, ಬಿಡ್ ಸಲ್ಲಿಸುವ ದಿನಾಂಕವನ್ನು 14-05-2025 ರವರೆಗೆ ವಿಸ್ತರಿಸಲಾಗಿದೆ. ತಾಂತ್ರಿಕ ಬಿಡ್ ದಿನಾಂಕ 15-05-2025 ರಂದು ತೆರೆಯಲಾಗುವುದು. ಹೆಚ್ಚಿನ ವಿವರಗಳಿಗೆ ಇ-ಪ್ರೊಕ್ಯೂರ್ಮೆಂಟ್ ವೆಬ್ಸೈಟ್ ಹಾಗೂ ಕಚೇರಿಯನ್ನು ಸಂಪರ್ಕಿಸಬಹುದು. (540, 1204, 950, 1238)
market-row (965, 643, 1127, 660)
market-item-price: 80 - 240 (1069, 595, 1122, 608)
wenlock-date: ದಿನಾಂಕ: 22.04.2025 (506, 1410, 586, 1421)
indu-caption: ಶ್ರೀ ಧರ್ಮಸ್ಥಳ ಮೇಳ (1015, 423, 1077, 433)
market-item-name: ರಬ್ಬರ್ ಸ್ಕ್ರಾಪ್ (970, 693, 1019, 706)
lead-col-2 (215, 396, 775, 577)
market-item-price: 121.50 (1082, 815, 1122, 828)
indu-photo (991, 334, 1103, 420)
market-row (965, 692, 1127, 709)
market-item-price: 280 - 300 (1063, 644, 1122, 657)
lead-body-cont-2: ಸೇನೆಯಲ್ಲಿ ಯೋಧರಾಗಿ ಕರ್ತವ್ಯ ನಿರ್ವಹಿಸುವಲ್ಲಿ ಬ್ರಾಹ್ಮಣರು ಹಿಂದೆ ಉಳಿದಿಲ್ಲ. ನಾನು ಸೇನಾಧಿಕಾರಿಯಾಗಿದ್ದಾಗ ಬ್ಯಾಚ್ ನಲ್ಲಿ ಬ್ರಾಹ್ಮಣ ಯುವಕರು ಇದ್ದರು. ಕದ್ರಿ ಮಂಜುನಾಥ ಕ್ಷೇತ್ರ ಆವರಣದ ಮಾತಾಕ್ಕಪಾದದಲ್ಲಿ ಯುಗಾದಿ ಸಂಭ್ರಮದಲ್ಲಿ ಅವರು ಮಾತನಾಡಿದರು. ಬ್ರಹ್ಮಶ್ರೀ ಕದ್ರಿ ಕ್ಷೇತ್ರದ ತಂತ್ರಿವರ್ಯರು ದೀಪ ಬೆಳಗಿಸಿ ಕಾರ್ಯಕ್ರಮ ಉದ್ಘಾಟಿಸಿದರು. ಜ್ಯೋತಿಷ್ಯ ವಿದ್ವಾನ್ ವೇದಮೂರ್ತಿ ಅವರನ್ನು ಸನ್ಮಾನಿಸಲಾಯಿತು. ವಿವಿಧ ಕ್ಷೇತ್ರಗಳಲ್ಲಿ ಸಾಧನೆ ಮಾಡಿದ ಬ್ರಾಹ್ಮಣ ಬಂಧುಗಳನ್ನು ಗೌರವಿಸಲಾಯಿತು. ಭಜನೆ, ಕುಂಕುಮಾರ್ಚನೆ ಮತ್ತು ಸಾಂಸ್ಕೃತಿಕ ಕಾರ್ಯಕ್ರಮಗಳು ನಡೆದವು. (406, 397, 775, 537)
lottery-seventh: 7th Prize-Rs: 500/- (1135, 555, 1253, 569)
table-cell: 3 (610, 1785, 645, 1800)
well-text (47, 906, 366, 1078)
masthead-day: ಮಂಗಳವಾರ (1231, 79, 1301, 100)
wenlock-notice (241, 1365, 594, 1610)
table-row (610, 1785, 950, 1800)
public-notice-title: PUBLIC NOTICE (796, 154, 944, 175)
market-box (964, 452, 1128, 1003)
lottery-first: 1st Prize Rs.: 75,00,000/- 1) WF 889640 (MANANTHAVADY) (1135, 204, 1404, 232)
market-item-price: 275 - 290 (1063, 628, 1122, 641)
lead-headline: ಸೇನೆಯಲ್ಲಿ ಬ್ರಾಹ್ಮಣರು ಹಿಂದುಳಿದಿಲ್ಲ (143, 177, 684, 232)
kadaba-d1: 1. ಟೆಂಡರ್ ಹಾಕಲು ಕೊನೆಯ ದಿನಾಂಕ 29-04-2025 ಸಂಜೆ 5.00 ಗಂಟೆ. (970, 1117, 1213, 1128)
table-cell: 2 (610, 1760, 645, 1785)
lottery-third-item: 9) WW 848566 (PATHANAMTHITTA) (1324, 353, 1502, 365)
lottery-cons-list: WN 889640 WO 889640 WP 889640 WR 889640 WS 889640 WU 889640 WV 889640 WW 889640 WX 889640 WY 889640 WZ 889640 (1135, 246, 1509, 294)
table-cell: DMA/2023-24/SE3566/CALL-3 (1014, 1893, 1214, 1910)
market-item-name: ರಬ್ಬರ್ ಆರ್ಎಸ್ಎಸ್4 (970, 660, 1050, 673)
table-cell: 03 May 2025,12:00 hrs (812, 1745, 950, 1760)
table-header-cell: ಸರ್ವೆ ನಂ (54, 1652, 109, 1667)
kalaburagi-no: No: KMP/EE/TS-02/ 15th FC /2025-26 (970, 1325, 1182, 1338)
market-row (965, 709, 1127, 725)
court-case: Com O.S.No. 102/2025 (809, 717, 930, 728)
logo-text: ಹೊಸ ದಿಗಂತ (256, 72, 408, 112)
table-header-cell: ವಿಸ್ತೀರ್ಣ (109, 1652, 155, 1667)
lead-dateline: ಮಂಗಳೂರು: (47, 251, 96, 263)
market-row (965, 578, 1127, 594)
table-header-cell: TIME LIMIT (1380, 1144, 1437, 1168)
kudupu-headline: ವಲಸೆ ಕಾರ್ಮಿಕನ ಥಳಿಸಿ ಹತ್ಯೆ (379, 622, 700, 661)
table-cell: Last date for receiving queries/clarifications (644, 1760, 811, 1785)
table-row (610, 1814, 950, 1829)
public-info-date: ದಿನಾಂಕ: 28-04-2025 (53, 1718, 134, 1729)
market-row (965, 529, 1127, 545)
court-notice-label: NOTICE (848, 784, 891, 797)
table-header-cell: NAME OF THE WORK (971, 1144, 1266, 1168)
gundlupet-help: Help line No: 08229-223377 (970, 1763, 1098, 1774)
wenlock-footer: DIPR/MNG/KSMCA/11/8/25.26 dt. 28.04.2025 (247, 1598, 422, 1607)
logo-tagline: ರಾಷ್ಟ್ರ ಜಾಗೃತಿಯ ದೈನಿಕ (263, 114, 334, 125)
market-item-name: ಆರ್ಎಸ್ಎಸ್ 4 (970, 783, 1026, 796)
lottery-third-item: 7) WU 895049 (GURUVAYOOR) (1324, 325, 1477, 337)
forest-emblem-icon (610, 1373, 650, 1412)
indu-box (964, 148, 1128, 445)
indu-items: ಶ್ರೀ ಕಟೀಲು ಮೇಳ, ಶ್ರೀ ಮಂದಾರ್ತಿ ಮೇಳ, ಶ್ರೀ ಧರ್ಮಸ್ಥಳ ಮೇಳ, ಶ್ರೀ ಸಾಲಿಗ್ರಾಮ ಮೇಳ, ಶ್ರೀ ಪೆರ್ಡೂರು ಮೇಳ - ವಿವಿಧ ಸ್ಥಳಗಳಲ್ಲಿ ಯಕ್ಷಗಾನ ಬಯಲಾಟ ಪ್ರದರ್ಶನ. (972, 173, 1109, 220)
kalaburagi-phone: ದೂ. 08472/ 278675 ಫ್ಯಾಕ್ಸ್: 08472 / 260776 ಇ ಮೇಲ್-itstaff_ulb_gulbarga@yahoo.com (1054, 1311, 1424, 1322)
gundlupet-title: ಪುರಸಭಾ ಕಾರ್ಯಾಲಯ, ಗುಂಡ್ಲು ಪೇಟೆ (1117, 1709, 1361, 1731)
reg-dot (1276, 2355, 1286, 2365)
lottery-third-item: 4) WR 501246 (ALAPPUZHA) (1135, 381, 1277, 394)
market-item-price: 114.50 (1082, 832, 1122, 845)
public-notice-body: My client Dharnappa Gatti S/o Late Aithappa Gatti, R/at Manjalpade House, Sajipamunnuru Village and Post, Bantwal Taluk, has lost the Original Bantwal Land Tribunal Judgment and Form No.10 issued in (Main TNC No. 586/76-77) T.N.G No. 14069/74-75, in the name of Aithappa Gatti. Now my client intends to create change over the below schedule properties at Panemangalore Raithara Seva Sahakari Sangha, Panemangalore, Bantwal. Any body having objection in this regard, may submit to the undersigned, within 7 days of this notice. (790, 178, 950, 444)
table-cell: 1 (610, 1745, 645, 1760)
table-header-cell: PLACE (1437, 1144, 1507, 1168)
table-cell: 4 (610, 1800, 645, 1814)
bihar-headline: ಬಿಹಾರದ ಯುವಕ ಲಾಡ್ಜಿನಲ್ಲಿ ಆತ್ಮಹತ್ಯೆ (47, 594, 320, 620)
bihar-text (47, 626, 366, 876)
kadaba-sign-2: ಸಹಿ/- ಮುಖ್ಯಾಧಿಕಾರಿ, ಪಟ್ಟಣ ಪಂಚಾಯತ್, ಕಡಬ (1272, 1247, 1399, 1270)
public-info-body: ಸಣ್ಣ ಕೈಗಾರಿಕಾ ಇಲಾಖೆ ವತಿಯಿಂದ ಮಂಜೂರಾಗಿದ್ದ ನಿವೇಶನದ ಮೂಲ ದಾಖಲೆಗಳು ಕಳೆದುಹೋಗಿರುವುದರಿಂದ ಈ ಸೂಚನೆ ನೀಡಲಾಗುತ್ತಿದೆ. ಬೆಂಗಳೂರು ನಗರ ಜಿಲ್ಲೆ ಕೆ.ಆರ್.ಪುರಂ ಹೋಬಳಿ ಸರ್ವೆ ನಂ 1092/72-73 ರಲ್ಲಿರುವ ಸ್ವತ್ತಿನ ಮೂಲ ಪತ್ರಗಳು ಕಳೆದು ಹೋಗಿದ್ದು, ಈ ಬಗ್ಗೆ ಯಾರಿಗಾದರೂ ಆಕ್ಷೇಪಣೆ ಇದ್ದಲ್ಲಿ ಈ ಪ್ರಕಟಣೆ ಪ್ರಕಟವಾದ 7 ದಿನಗಳ ಒಳಗಾಗಿ ಕೆಳಸಹಿದಾರರಿಗೆ ಸೂಕ್ತ ದಾಖಲೆಗಳೊಂದಿಗೆ ಲಿಖಿತವಾಗಿ ಸಲ್ಲಿಸಬಹುದು. ತಪ್ಪಿದಲ್ಲಿ ಮುಂದಿನ ಕ್ರಮ ಕೈಗೊಳ್ಳಲಾಗುವುದು. (53, 1459, 226, 1626)
market-row (965, 561, 1127, 578)
market-item-name: ಕರಿಮೆಣಸು (970, 644, 1009, 657)
forest-footer: DIPR/CP/403/KAR/2025-26 (609, 2325, 711, 2334)
table-cell: Opening of Financial Proposal (644, 1829, 811, 1854)
forest-p1: Karnataka Forest Department (KFD), invites bids from Architects and Consultants having requisite experience in providing Master Planning, Architectural Services and Project Consultancy Services through the Government of Karnataka's Karnataka Public Procurement Portal (https://kppp.karnataka.gov.in/). (609, 1494, 950, 1553)
gundlupet-d2: 2. ಟೆಂಡರ್ ತಾಂತ್ರಿಕ ಬಿಡ್ ತೆರೆಯುವ ದಿನಾಂಕ : 17.05.2025 ರಂದು ಬೆಳಿಗ್ಗೆ 11.00 ಗಂಟೆಗೆ. (970, 1936, 1301, 1949)
public-info-place: ಸ್ಥಳ: ಉಡುಪಿ (53, 1706, 93, 1717)
market-rows (965, 512, 1127, 725)
market-row (965, 745, 1127, 761)
davanagere-sub: ಅಲ್ಪಾವಧಿ ಕೆಪಿಪಿ ಟೆಂಡರ್ ಪ್ರಕಟಣೆ (247, 1693, 588, 1716)
bihar-story (47, 594, 366, 1111)
kalaburagi-title: ಮಹಾನಗರ ಪಾಲಿಕೆ, ಕಲಬುರಗಿ (1153, 1291, 1325, 1311)
kalaburagi-sub: ಕರ್ನಾಟಕ ಸಾರ್ವಜನಿಕ ಸಂಗ್ರಹಣೆಗಳ ಪೋರ್ಟಲ್ ಟೆಂಡರ್ ಪ್ರಕಟಣೆ ಸಂಖ್ಯೆ:02/2025-26 (970, 1342, 1508, 1359)
public-notice (783, 148, 956, 656)
forest-table (609, 1720, 950, 1854)
besant-photo (327, 1162, 482, 1335)
forest-banner: REQUEST FOR PROPOSAL (RFP) FOR SELECTION OF CONSULTANT FOR MASTER PLANNING, ARCHITECTURAL SERVICES AND PROJECT CONSULTANCY SERVICES FOR DEVELOPMENT OF MADAPPANAHALLI PARK AT BENGALURU (609, 1434, 950, 1491)
lottery-third-item: 8) WV 700792 (KANNUR) (1324, 338, 1449, 350)
court-body: Take notice the above suit stands posted to 21.06.2025 for your appearance. You may appear on that day at 11 a.m. before the above court either personally or through Advocate. Otherwise the matter will be decided ex-parte. (790, 859, 950, 942)
market-item-name: ಲಾಟ್ 1 (970, 815, 1002, 828)
kudupu-story (379, 594, 779, 1111)
market-row (965, 545, 1127, 561)
lottery-third-item: 2) WO 807780 (IDUKKI) (1135, 338, 1252, 350)
reg-dot (1262, 2355, 1273, 2365)
table-cell: 26/2A2 (54, 1667, 109, 1683)
kadaba-notice (964, 1014, 1514, 1277)
lottery-cons: Cons Prize-Rs: 8000/- (1135, 232, 1280, 246)
public-info (47, 1429, 232, 2329)
court-given: Given under my hand and seal of the court on this 16th day of April 2025. (790, 946, 943, 982)
gundlupet-phone: Phone No 08229-222226 (970, 1751, 1083, 1762)
public-notice-sign: Sd/- (Satheesh Kumar Shivagiri) B.A (law) L.L.B. Advocate (801, 559, 938, 597)
hassan-sign: ಸಹಿ/- ಕಾರ್ಯಪಾಲಕ ಅಭಿಯಂತರರು, ಸಣ್ಣ ನೀರಾವರಿ ವಿಭಾಗ, ಹಾಸನ. (737, 1244, 942, 1255)
lottery-third: 3rd Prize Rs: 100000/- (1135, 310, 1286, 325)
